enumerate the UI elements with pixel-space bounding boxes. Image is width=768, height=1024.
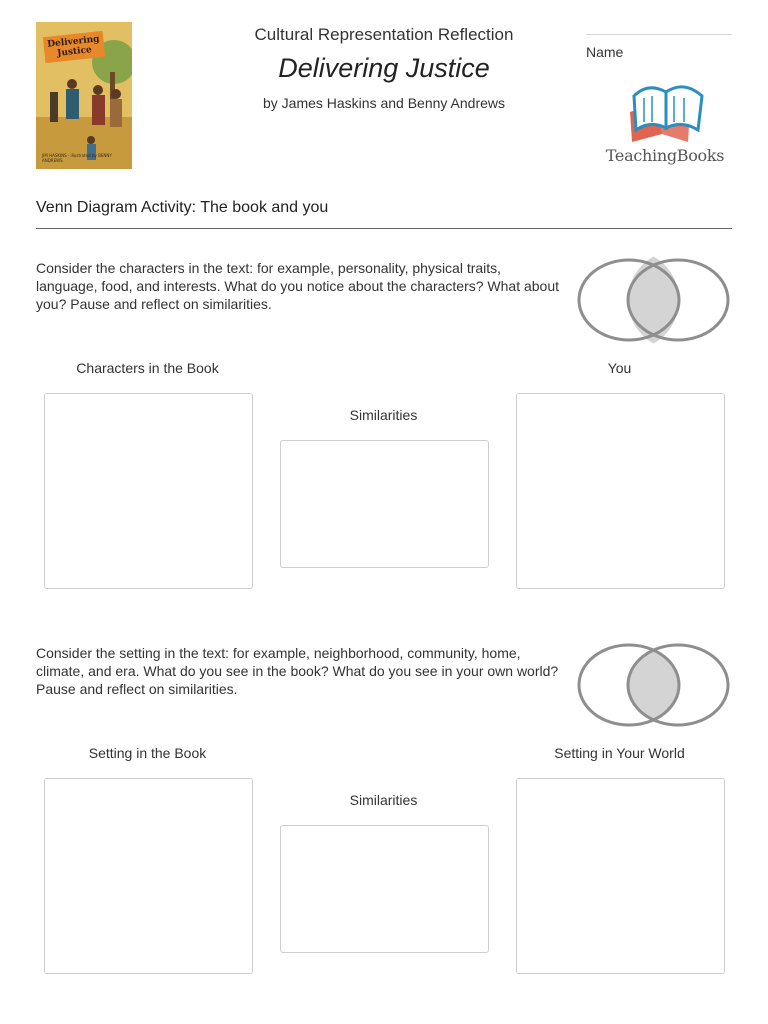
book-cover-image [36, 22, 132, 169]
activity-title: Venn Diagram Activity: The book and you [36, 199, 329, 216]
characters-similarities-box[interactable] [280, 440, 489, 568]
similarities-label: Similarities [349, 792, 418, 808]
setting-in-your-world-box[interactable] [516, 778, 725, 974]
characters-prompt: Consider the characters in the text: for example, personality, physical traits, language, food, and interests. What do you notice about the characters? What about you? Pause and reflect on similarities. [36, 260, 560, 312]
setting-in-your-world-label: Setting in Your World [554, 745, 685, 761]
venn-diagram-icon [576, 640, 731, 730]
characters-in-book-label: Characters in the Book [76, 360, 219, 376]
you-label: You [607, 360, 632, 376]
characters-in-book-box[interactable] [44, 393, 253, 589]
setting-in-book-box[interactable] [44, 778, 253, 974]
cover-credits: JIM HASKINS · illustrated by BENNY ANDREWS [42, 153, 112, 163]
book-byline: by James Haskins and Benny Andrews [262, 95, 505, 111]
worksheet-kicker: Cultural Representation Reflection [254, 25, 514, 44]
setting-in-book-label: Setting in the Book [88, 745, 207, 761]
header-divider [36, 228, 732, 229]
book-title: Delivering Justice [278, 53, 490, 83]
setting-prompt: Consider the setting in the text: for example, neighborhood, community, home, climate, and era. What do you see in the book? What do you see in your own world? Pause and reflect on similarities. [36, 645, 559, 697]
setting-similarities-box[interactable] [280, 825, 489, 953]
name-line [586, 34, 732, 35]
teachingbooks-logo-text: TeachingBooks [605, 146, 725, 165]
name-label: Name [586, 44, 624, 60]
you-box[interactable] [516, 393, 725, 589]
similarities-label: Similarities [349, 407, 418, 423]
cover-title: Delivering Justice [43, 31, 105, 63]
venn-diagram-icon [576, 255, 731, 345]
